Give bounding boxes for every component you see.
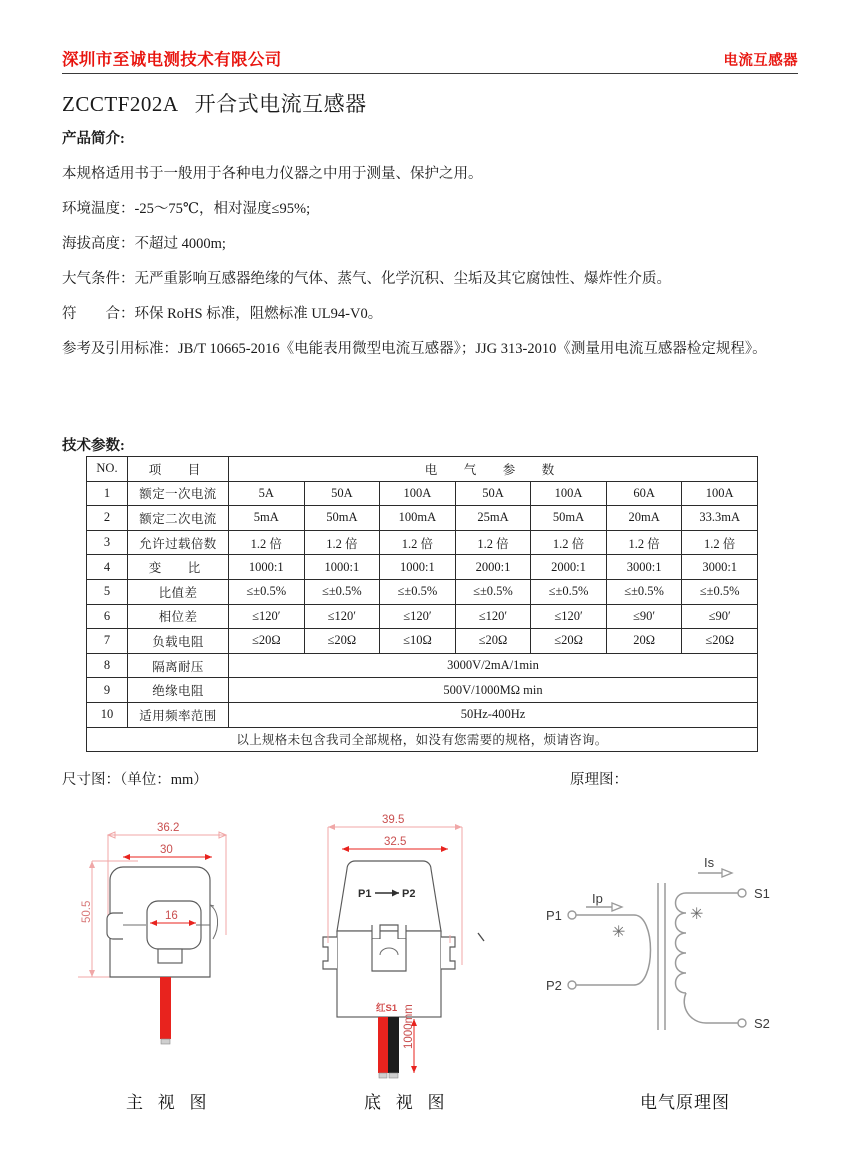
dim-bottom-inner-width: 32.5 bbox=[384, 836, 407, 848]
row-item: 比值差 bbox=[128, 579, 229, 604]
polarity-mark-secondary-icon: ✳ bbox=[690, 906, 704, 923]
row-no: 4 bbox=[87, 555, 128, 580]
table-row bbox=[87, 702, 758, 727]
cell: ≤20Ω bbox=[304, 629, 380, 654]
intro-heading: 产品简介: bbox=[62, 131, 125, 147]
cell: ≤90′ bbox=[682, 604, 758, 629]
cell: 100mA bbox=[380, 506, 456, 531]
cell: 3000:1 bbox=[682, 555, 758, 580]
polarity-to-label: P2 bbox=[402, 888, 416, 900]
row-no: 2 bbox=[87, 506, 128, 531]
intro-line-temperature: 环境温度：-25～75℃，相对湿度≤95%; bbox=[62, 201, 311, 218]
tech-params-heading: 技术参数: bbox=[62, 438, 125, 454]
row-item: 隔离耐压 bbox=[128, 653, 229, 678]
table-row bbox=[87, 506, 758, 531]
cell: ≤120′ bbox=[304, 604, 380, 629]
row-no: 8 bbox=[87, 653, 128, 678]
cell: ≤120′ bbox=[229, 604, 305, 629]
intro-line-compliance: 符 合：环保 RoHS 标准，阻燃标准 UL94-V0。 bbox=[62, 306, 383, 323]
terminal-s2-label: S2 bbox=[754, 1016, 770, 1031]
cell: 3000:1 bbox=[606, 555, 682, 580]
cell: 25mA bbox=[455, 506, 531, 531]
cell: ≤20Ω bbox=[682, 629, 758, 654]
cell: ≤±0.5% bbox=[606, 579, 682, 604]
dim-front-inner-width: 30 bbox=[160, 844, 173, 856]
cell: 100A bbox=[531, 481, 607, 506]
cell: ≤120′ bbox=[531, 604, 607, 629]
intro-line-altitude: 海拔高度：不超过 4000m; bbox=[62, 236, 226, 253]
cell: 1000:1 bbox=[380, 555, 456, 580]
wire-terminal-label: 红S1 bbox=[376, 1003, 398, 1014]
table-header-row bbox=[87, 457, 758, 482]
row-no: 5 bbox=[87, 579, 128, 604]
terminal-s1-label: S1 bbox=[754, 886, 770, 901]
table-row bbox=[87, 629, 758, 654]
polarity-mark-primary-icon: ✳ bbox=[612, 924, 626, 941]
cell: ≤90′ bbox=[606, 604, 682, 629]
cell: 100A bbox=[682, 481, 758, 506]
dimension-heading: 尺寸图：（单位：mm） bbox=[62, 772, 208, 788]
cell: ≤120′ bbox=[455, 604, 531, 629]
row-no: 7 bbox=[87, 629, 128, 654]
schematic-heading: 原理图： bbox=[570, 772, 628, 788]
row-item: 相位差 bbox=[128, 604, 229, 629]
cell: 50mA bbox=[304, 506, 380, 531]
row-no: 6 bbox=[87, 604, 128, 629]
row-item: 适用频率范围 bbox=[128, 702, 229, 727]
schematic-drawing bbox=[520, 845, 810, 1095]
cell-merged: 50Hz-400Hz bbox=[229, 702, 758, 727]
current-primary-label: Ip bbox=[592, 891, 603, 906]
cell: 50mA bbox=[531, 506, 607, 531]
page-title: ZCCTF202A 开合式电流互感器 bbox=[62, 92, 367, 116]
product-category: 电流互感器 bbox=[723, 53, 798, 69]
front-view-drawing bbox=[78, 805, 308, 1105]
row-no: 3 bbox=[87, 530, 128, 555]
cell: 2000:1 bbox=[531, 555, 607, 580]
dim-front-height: 50.5 bbox=[81, 900, 93, 923]
caption-front-view: 主 视 图 bbox=[126, 1093, 212, 1112]
header-item: 项 目 bbox=[128, 457, 229, 482]
cell: 33.3mA bbox=[682, 506, 758, 531]
cell: 1000:1 bbox=[229, 555, 305, 580]
cell: 60A bbox=[606, 481, 682, 506]
row-no: 10 bbox=[87, 702, 128, 727]
row-item: 负载电阻 bbox=[128, 629, 229, 654]
cell: ≤±0.5% bbox=[380, 579, 456, 604]
terminal-p1-label: P1 bbox=[546, 908, 562, 923]
cell: 50A bbox=[304, 481, 380, 506]
product-intro bbox=[62, 128, 800, 373]
dim-front-window: 16 bbox=[165, 910, 178, 922]
row-item: 允许过载倍数 bbox=[128, 530, 229, 555]
terminal-p2-label: P2 bbox=[546, 978, 562, 993]
cell: ≤±0.5% bbox=[531, 579, 607, 604]
table-row bbox=[87, 481, 758, 506]
cell: 1.2 倍 bbox=[229, 530, 305, 555]
cell: ≤20Ω bbox=[531, 629, 607, 654]
dim-wire-length: 1000mm bbox=[403, 1004, 415, 1049]
table-row bbox=[87, 579, 758, 604]
drawings-area bbox=[0, 800, 860, 1100]
row-no: 9 bbox=[87, 678, 128, 703]
caption-bottom-view: 底 视 图 bbox=[364, 1093, 450, 1112]
cell-merged: 3000V/2mA/1min bbox=[229, 653, 758, 678]
row-item: 绝缘电阻 bbox=[128, 678, 229, 703]
cell: ≤±0.5% bbox=[682, 579, 758, 604]
cell-merged: 500V/1000MΩ min bbox=[229, 678, 758, 703]
polarity-from-label: P1 bbox=[358, 888, 372, 900]
company-name: 深圳市至诚电测技术有限公司 bbox=[62, 50, 282, 69]
page-header bbox=[62, 46, 798, 74]
cell: ≤±0.5% bbox=[455, 579, 531, 604]
cell: 100A bbox=[380, 481, 456, 506]
cell: 1.2 倍 bbox=[682, 530, 758, 555]
header-no: NO. bbox=[87, 457, 128, 482]
intro-line-application: 本规格适用书于一般用于各种电力仪器之中用于测量、保护之用。 bbox=[62, 166, 483, 183]
dim-front-outer-width: 36.2 bbox=[157, 822, 180, 834]
bottom-view-drawing bbox=[300, 805, 530, 1105]
row-no: 1 bbox=[87, 481, 128, 506]
table-footnote-row bbox=[87, 727, 758, 752]
table-row bbox=[87, 653, 758, 678]
cell: ≤20Ω bbox=[229, 629, 305, 654]
cell: ≤10Ω bbox=[380, 629, 456, 654]
cell: 20mA bbox=[606, 506, 682, 531]
cell: ≤±0.5% bbox=[229, 579, 305, 604]
cell: ≤±0.5% bbox=[304, 579, 380, 604]
row-item: 额定二次电流 bbox=[128, 506, 229, 531]
spec-table bbox=[86, 456, 758, 752]
current-secondary-label: Is bbox=[704, 855, 715, 870]
cell: 20Ω bbox=[606, 629, 682, 654]
cell: 5A bbox=[229, 481, 305, 506]
cell: 1.2 倍 bbox=[606, 530, 682, 555]
cell: ≤20Ω bbox=[455, 629, 531, 654]
table-row bbox=[87, 678, 758, 703]
cell: 1.2 倍 bbox=[380, 530, 456, 555]
spec-table-wrapper bbox=[86, 456, 758, 752]
intro-line-standards: 参考及引用标准：JB/T 10665-2016《电能表用微型电流互感器》；JJG 313-2010《测量用电流互感器检定规程》。 bbox=[62, 341, 767, 358]
row-item: 变 比 bbox=[128, 555, 229, 580]
table-footnote: 以上规格未包含我司全部规格，如没有您需要的规格，烦请咨询。 bbox=[87, 727, 758, 752]
table-row bbox=[87, 604, 758, 629]
table-row bbox=[87, 530, 758, 555]
cell: ≤120′ bbox=[380, 604, 456, 629]
cell: 1.2 倍 bbox=[304, 530, 380, 555]
cell: 1.2 倍 bbox=[531, 530, 607, 555]
caption-schematic: 电气原理图 bbox=[640, 1093, 730, 1112]
header-group: 电 气 参 数 bbox=[229, 457, 758, 482]
cell: 5mA bbox=[229, 506, 305, 531]
cell: 1000:1 bbox=[304, 555, 380, 580]
dim-bottom-outer-width: 39.5 bbox=[382, 814, 405, 826]
row-item: 额定一次电流 bbox=[128, 481, 229, 506]
cell: 50A bbox=[455, 481, 531, 506]
cell: 2000:1 bbox=[455, 555, 531, 580]
intro-line-atmosphere: 大气条件：无严重影响互感器绝缘的气体、蒸气、化学沉积、尘垢及其它腐蚀性、爆炸性介质。 bbox=[62, 271, 671, 288]
cell: 1.2 倍 bbox=[455, 530, 531, 555]
table-row bbox=[87, 555, 758, 580]
